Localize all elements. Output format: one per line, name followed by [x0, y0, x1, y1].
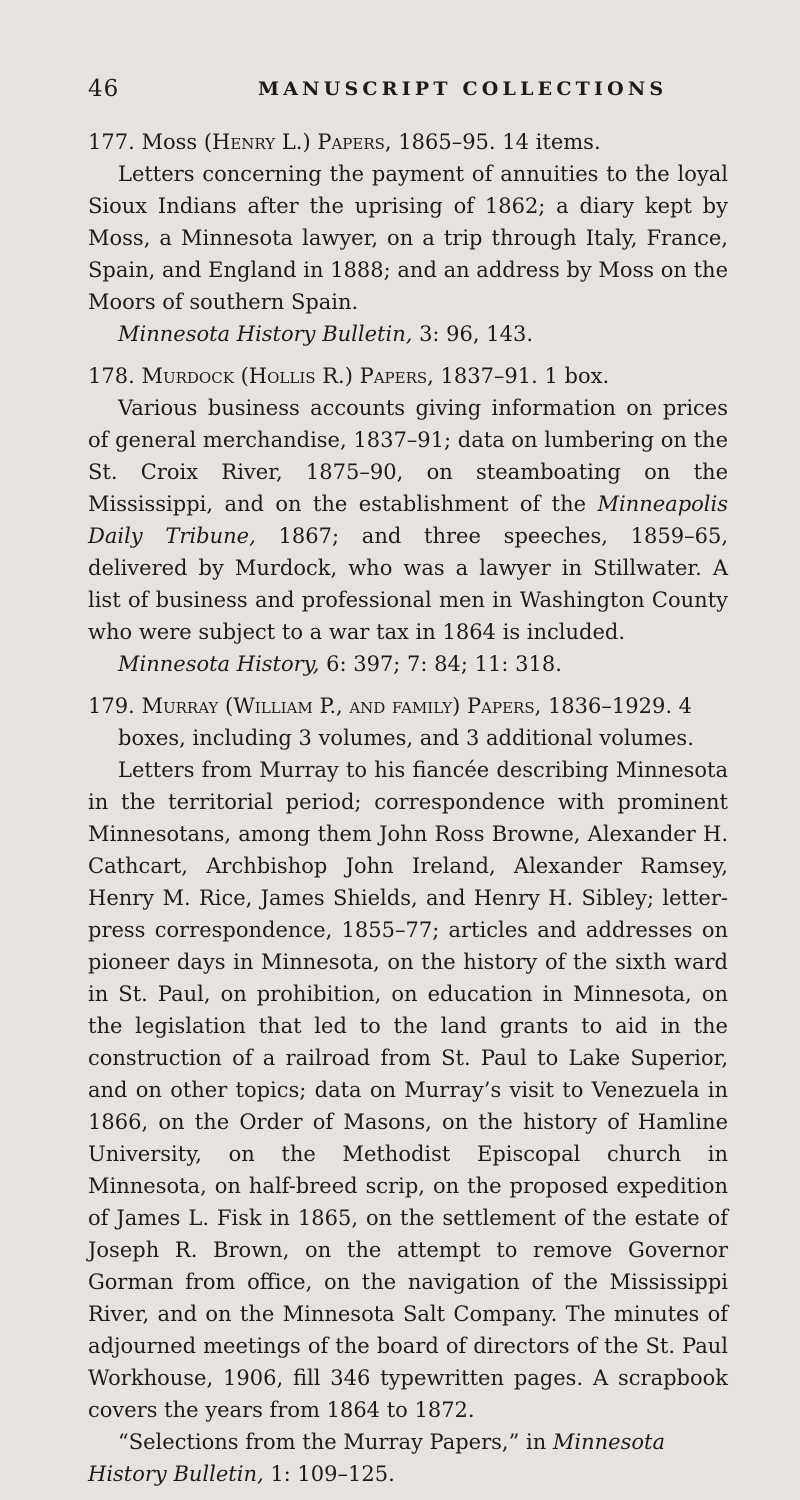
citation-title: Minnesota History, — [118, 652, 320, 676]
entry-name: Moss ( — [141, 130, 213, 154]
entry-description: Letters from Murray to his fiancée describing Minnesota in the territorial period; correspondence with prominent Minnesotans, among them John Ross Browne, Alexander H. Cathcart, Archbishop John Ireland, Alexander Ramsey, Henry M. Rice, James Shields, and Henry H. Sibley; letter-press correspondence, 1855–77; articles and addresses on pioneer days in Minnesota, on the history of the sixth ward in St. Paul, on prohibition, on education in Minnesota, on the legislation that led to the land grants to aid in the construction of a railroad from St. Paul to Lake Superior, and on other topics; data on Murray’s visit to Venezuela in 1866, on the Order of Masons, on the history of Hamline University, on the Methodist Episcopal church in Minnesota, on half-breed scrip, on the proposed expedition of James L. Fisk in 1865, on the settlement of the estate of Joseph R. Brown, on the attempt to remove Governor Gorman from office, on the navigation of the Mississippi River, and on the Minnesota Salt Company. The minutes of adjourned meetings of the board of directors of the St. Paul Workhouse, 1906, fill 346 typewritten pages. A scrapbook covers the years from 1864 to 1872. — [88, 758, 728, 1422]
entry-heading — [88, 360, 728, 392]
entry-citation — [88, 648, 728, 680]
entry-179 — [88, 690, 728, 1490]
citation-pages: 6: 397; 7: 84; 11: 318. — [319, 652, 562, 676]
entry-heading — [88, 126, 728, 158]
running-head: MANUSCRIPT COLLECTIONS — [258, 78, 668, 100]
citation-pages: 1: 109–125. — [263, 1462, 395, 1486]
entry-citation — [88, 1426, 728, 1490]
entry-papers-label: Papers — [317, 130, 385, 154]
entry-name-smallcaps: urray — [162, 694, 219, 718]
entry-citation — [88, 318, 728, 350]
entry-description: Letters concerning the payment of annuities to the loyal Sioux Indians after the uprising of 1862; a diary kept by Moss, a Minnesota lawyer, on a trip through Italy, France, Spain, and England in 1888; and an address by Moss on the Moors of southern Spain. — [88, 162, 728, 314]
entry-name-smallcaps: Henry — [212, 130, 276, 154]
entry-family-label: and family — [349, 694, 453, 718]
description-italic: Minneapolis Daily Tribune, — [88, 492, 728, 548]
page-number: 46 — [88, 76, 120, 102]
entry-name-initial: P., — [312, 694, 350, 718]
entry-name-smallcaps: urdock — [162, 364, 234, 388]
entry-name-close: R.) — [315, 364, 360, 388]
entry-papers-label: Papers — [467, 694, 535, 718]
citation-title: Minnesota History Bulletin, — [88, 1430, 665, 1486]
page-body — [88, 126, 728, 1500]
entry-177 — [88, 126, 728, 350]
entry-number: 177. — [88, 130, 135, 154]
entry-name-initial-cap: M — [141, 364, 163, 388]
entry-dates-extent: , 1837–91. 1 box. — [427, 364, 610, 388]
entry-name-open: ( — [233, 364, 249, 388]
citation-title: Minnesota History Bulletin, — [118, 322, 413, 346]
citation-pages: 3: 96, 143. — [412, 322, 534, 346]
entry-description — [88, 392, 728, 648]
entry-dates-extent: , 1865–95. 14 items. — [384, 130, 601, 154]
entry-dates-extent: , 1836–1929. 4 boxes, including 3 volumes, and 3 additional volumes. — [118, 694, 694, 750]
description-text: 1867; and three speeches, 1859–65, delivered by Murdock, who was a lawyer in Stillwater. A list of business and professional men in Washington County who were subject to a war tax in 1864 is included. — [88, 524, 729, 644]
page-header — [88, 76, 728, 106]
entry-given-name: William — [233, 694, 313, 718]
entry-heading — [88, 690, 728, 754]
entry-name-initial-cap: M — [141, 694, 163, 718]
entry-name-initial: L.) — [275, 130, 318, 154]
entry-number: 179. — [88, 694, 135, 718]
entry-178 — [88, 360, 728, 680]
entry-number: 178. — [88, 364, 135, 388]
entry-papers-label: Papers — [359, 364, 428, 388]
entry-given-name: Hollis — [248, 364, 316, 388]
citation-quote: “Selections from the Murray Papers,” in — [118, 1430, 553, 1454]
entry-name-close: ) — [452, 694, 468, 718]
description-text: Various business accounts giving information on prices of general merchandise, 1837–91; data on lumbering on the St. Croix River, 1875–90, on steamboating on the Mississippi, and on the establishment of the — [88, 396, 728, 516]
entry-name-open: ( — [218, 694, 234, 718]
